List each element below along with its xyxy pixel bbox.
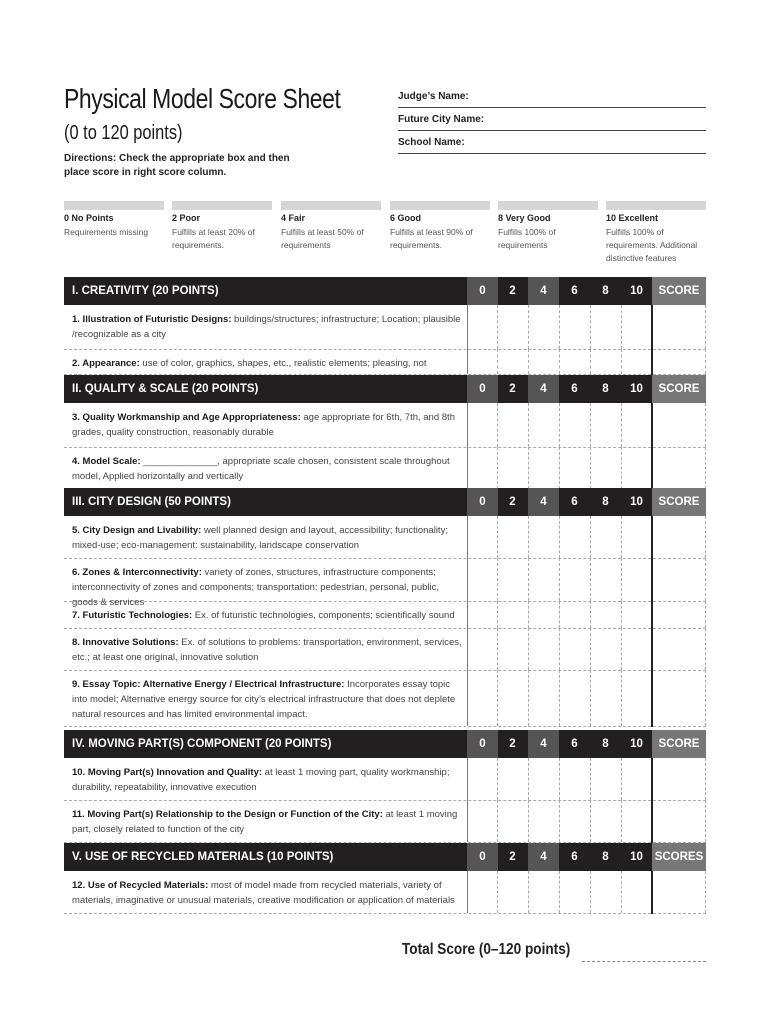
criterion-description: Ex. of solutions to problems: transportation, environment, services, etc.; at least one original, innovative solution <box>72 637 462 663</box>
criterion-text <box>72 878 464 908</box>
criterion-name: 2. Appearance: <box>72 358 140 369</box>
grade-checkbox-cell[interactable] <box>497 871 498 913</box>
section-header <box>64 730 706 758</box>
future-city-name-field[interactable] <box>398 114 706 131</box>
grade-checkbox-cell[interactable] <box>590 758 591 800</box>
grade-checkbox-cell[interactable] <box>467 871 468 913</box>
grade-column-header: 10 <box>630 285 643 297</box>
section-header <box>64 843 706 871</box>
rubric-title: 4 Fair <box>281 213 306 223</box>
total-score-label: Total Score (0–120 points) <box>402 941 571 958</box>
criterion-row <box>64 601 706 629</box>
grade-checkbox-cell[interactable] <box>621 601 622 628</box>
grade-column-header: 10 <box>630 738 643 750</box>
grade-checkbox-cell[interactable] <box>497 349 498 374</box>
grade-checkbox-cell[interactable] <box>497 305 498 349</box>
criterion-text <box>72 765 464 795</box>
grade-checkbox-cell[interactable] <box>590 447 591 489</box>
criterion-row <box>64 305 706 350</box>
grade-checkbox-cell[interactable] <box>559 628 560 670</box>
grade-checkbox-cell[interactable] <box>559 305 560 349</box>
rubric-bar <box>64 201 164 210</box>
score-entry-cell[interactable] <box>705 601 706 628</box>
score-entry-cell[interactable] <box>705 305 706 349</box>
grade-column-header: 2 <box>509 285 516 297</box>
rubric-bar <box>606 201 706 210</box>
grade-checkbox-cell[interactable] <box>621 800 622 842</box>
rubric-title: 8 Very Good <box>498 213 551 223</box>
grade-column-header: 2 <box>509 851 516 863</box>
school-name-label: School Name: <box>398 137 465 148</box>
grade-checkbox-cell[interactable] <box>467 758 468 800</box>
grade-checkbox-cell[interactable] <box>559 558 560 601</box>
grade-column-header: 4 <box>528 277 559 305</box>
grade-checkbox-cell[interactable] <box>590 305 591 349</box>
criterion-description: variety of zones, structures, infrastructure components; interconnectivity of zones and components; transportation: pedestrian, personal, public, goods & services <box>72 567 440 608</box>
criterion-name: 8. Innovative Solutions: <box>72 637 179 648</box>
grade-checkbox-cell[interactable] <box>590 403 591 447</box>
grade-checkbox-cell[interactable] <box>528 447 529 489</box>
grade-checkbox-cell[interactable] <box>528 800 529 842</box>
grade-checkbox-cell[interactable] <box>467 558 468 601</box>
grade-column-header: 8 <box>602 383 609 395</box>
grade-checkbox-cell[interactable] <box>559 601 560 628</box>
criterion-text <box>72 608 464 623</box>
criterion-name: 9. Essay Topic: Alternative Energy / Electrical Infrastructure: <box>72 679 345 690</box>
criterion-row <box>64 558 706 608</box>
grade-checkbox-cell[interactable] <box>621 758 622 800</box>
section-title: II. QUALITY & SCALE (20 POINTS) <box>72 383 259 395</box>
grade-checkbox-cell[interactable] <box>528 516 529 558</box>
grade-checkbox-cell[interactable] <box>528 601 529 628</box>
criterion-description: Ex. of futuristic technologies, components; scientifically sound <box>192 610 455 621</box>
criterion-row <box>64 758 706 801</box>
grade-checkbox-cell[interactable] <box>467 670 468 726</box>
grade-checkbox-cell[interactable] <box>497 403 498 447</box>
criterion-text <box>72 312 464 342</box>
rubric-bar <box>390 201 490 210</box>
grade-checkbox-cell[interactable] <box>497 800 498 842</box>
page-subtitle: (0 to 120 points) <box>64 122 183 144</box>
score-entry-cell[interactable] <box>705 628 706 670</box>
grade-checkbox-cell[interactable] <box>497 601 498 628</box>
criterion-text <box>72 454 464 484</box>
section-title: IV. MOVING PART(S) COMPONENT (20 POINTS) <box>72 738 332 750</box>
section-header <box>64 375 706 403</box>
grade-column-header: 6 <box>571 383 578 395</box>
score-column-header: SCORES <box>652 843 706 871</box>
rubric-bar <box>172 201 272 210</box>
score-entry-cell[interactable] <box>705 403 706 447</box>
score-cell-border <box>651 349 653 375</box>
criterion-row <box>64 628 706 671</box>
grade-checkbox-cell[interactable] <box>559 516 560 558</box>
score-entry-cell[interactable] <box>705 871 706 913</box>
grade-checkbox-cell[interactable] <box>621 558 622 601</box>
grade-checkbox-cell[interactable] <box>559 349 560 374</box>
grade-column-header: 4 <box>528 375 559 403</box>
score-column-header: SCORE <box>652 730 706 758</box>
grade-checkbox-cell[interactable] <box>559 447 560 489</box>
grade-checkbox-cell[interactable] <box>590 628 591 670</box>
rubric-description: Fulfills at least 50% of requirements <box>281 227 364 250</box>
criterion-description: Incorporates essay topic into model; Alternative energy source for city’s electrical infrastructure that does not deplete natural resources and has limited environmental impact. <box>72 679 456 720</box>
grade-checkbox-cell[interactable] <box>528 670 529 726</box>
grade-checkbox-cell[interactable] <box>497 558 498 601</box>
section-header <box>64 277 706 305</box>
criterion-row <box>64 670 706 727</box>
score-column-header: SCORE <box>652 488 706 516</box>
grade-checkbox-cell[interactable] <box>467 516 468 558</box>
grade-checkbox-cell[interactable] <box>590 349 591 374</box>
grade-checkbox-cell[interactable] <box>467 601 468 628</box>
grade-column-header: 10 <box>630 851 643 863</box>
criterion-description: at least 1 moving part, closely related to function of the city <box>72 809 458 835</box>
grade-column-header: 6 <box>571 496 578 508</box>
criterion-description: buildings/structures; infrastructure; Location; plausible /recognizable as a city <box>72 314 461 340</box>
score-cell-border <box>651 403 653 448</box>
criterion-text <box>72 677 464 722</box>
criterion-description: well planned design and layout, accessibility; functionality; mixed-use; eco-management: sustainability, landscape conservation <box>72 525 448 551</box>
grade-checkbox-cell[interactable] <box>621 349 622 374</box>
grade-checkbox-cell[interactable] <box>497 628 498 670</box>
score-cell-border <box>651 305 653 350</box>
total-score-field[interactable] <box>582 961 706 962</box>
criterion-text <box>72 523 464 553</box>
grade-column-header: 4 <box>528 488 559 516</box>
grade-checkbox-cell[interactable] <box>528 871 529 913</box>
rubric-title: 2 Poor <box>172 213 201 223</box>
rubric-description: Fulfills at least 20% of requirements. <box>172 227 255 250</box>
grade-column-header: 0 <box>467 730 498 758</box>
grade-checkbox-cell[interactable] <box>621 670 622 726</box>
grade-checkbox-cell[interactable] <box>590 601 591 628</box>
grade-checkbox-cell[interactable] <box>559 403 560 447</box>
grade-column-header: 0 <box>467 843 498 871</box>
grade-checkbox-cell[interactable] <box>497 447 498 489</box>
criterion-text <box>72 807 464 837</box>
grade-checkbox-cell[interactable] <box>621 447 622 489</box>
grade-checkbox-cell[interactable] <box>467 305 468 349</box>
score-entry-cell[interactable] <box>705 670 706 726</box>
score-entry-cell[interactable] <box>705 558 706 601</box>
score-cell-border <box>651 558 653 602</box>
criterion-description: age appropriate for 6th, 7th, and 8th grades, quality construction, reasonably durable <box>72 412 455 438</box>
score-cell-border <box>651 601 653 629</box>
grade-column-header: 0 <box>467 375 498 403</box>
grade-checkbox-cell[interactable] <box>590 558 591 601</box>
grade-column-header: 8 <box>602 851 609 863</box>
grade-column-header: 6 <box>571 851 578 863</box>
rubric-bar <box>281 201 381 210</box>
judge-name-field[interactable] <box>398 91 706 108</box>
grade-column-header: 2 <box>509 738 516 750</box>
criterion-description: ______________, appropriate scale chosen, consistent scale throughout model, Applied horizontally and vertically <box>72 456 450 482</box>
grade-checkbox-cell[interactable] <box>559 758 560 800</box>
section-title: V. USE OF RECYCLED MATERIALS (10 POINTS) <box>72 851 334 863</box>
grade-checkbox-cell[interactable] <box>528 628 529 670</box>
grade-checkbox-cell[interactable] <box>467 447 468 489</box>
grade-checkbox-cell[interactable] <box>621 403 622 447</box>
grade-checkbox-cell[interactable] <box>528 349 529 374</box>
criterion-description: use of color, graphics, shapes, etc., realistic elements; pleasing, not <box>142 358 427 369</box>
grade-checkbox-cell[interactable] <box>528 305 529 349</box>
rubric-description: Fulfills at least 90% of requirements. <box>390 227 473 250</box>
rubric-title: 6 Good <box>390 213 421 223</box>
grade-checkbox-cell[interactable] <box>497 670 498 726</box>
score-entry-cell[interactable] <box>705 800 706 842</box>
grade-checkbox-cell[interactable] <box>467 800 468 842</box>
score-cell-border <box>651 628 653 671</box>
grade-checkbox-cell[interactable] <box>528 758 529 800</box>
criterion-description: most of model made from recycled materials, variety of materials, imaginative or unusual materials, creative modification or application of materials <box>72 880 455 906</box>
score-cell-border <box>651 516 653 559</box>
grade-column-header: 0 <box>467 488 498 516</box>
grade-checkbox-cell[interactable] <box>621 628 622 670</box>
page-title: Physical Model Score Sheet <box>64 83 341 114</box>
grade-column-header: 6 <box>571 738 578 750</box>
criterion-row <box>64 871 706 914</box>
score-entry-cell[interactable] <box>705 447 706 489</box>
score-entry-cell[interactable] <box>705 758 706 800</box>
grade-column-header: 10 <box>630 496 643 508</box>
rubric-description: Fulfills 100% of requirements. Additional distinctive features <box>606 227 698 263</box>
score-cell-border <box>651 758 653 801</box>
grade-column-header: 4 <box>528 730 559 758</box>
grade-checkbox-cell[interactable] <box>497 758 498 800</box>
criterion-text <box>72 635 464 665</box>
judge-name-label: Judge’s Name: <box>398 91 469 102</box>
rubric-description: Requirements missing <box>64 227 149 237</box>
criterion-name: 5. City Design and Livability: <box>72 525 202 536</box>
grade-checkbox-cell[interactable] <box>590 800 591 842</box>
criterion-name: 11. Moving Part(s) Relationship to the Design or Function of the City: <box>72 809 383 820</box>
grade-checkbox-cell[interactable] <box>559 871 560 913</box>
rubric-bar <box>498 201 598 210</box>
grade-column-header: 4 <box>528 843 559 871</box>
grade-checkbox-cell[interactable] <box>590 871 591 913</box>
grade-checkbox-cell[interactable] <box>559 670 560 726</box>
grade-checkbox-cell[interactable] <box>467 349 468 374</box>
criterion-name: 12. Use of Recycled Materials: <box>72 880 209 891</box>
criterion-name: 10. Moving Part(s) Innovation and Quality: <box>72 767 263 778</box>
grade-checkbox-cell[interactable] <box>497 516 498 558</box>
grade-checkbox-cell[interactable] <box>559 800 560 842</box>
criterion-name: 4. Model Scale: <box>72 456 141 467</box>
grade-checkbox-cell[interactable] <box>528 403 529 447</box>
criterion-name: 1. Illustration of Futuristic Designs: <box>72 314 232 325</box>
grade-column-header: 10 <box>630 383 643 395</box>
criterion-description: at least 1 moving part, quality workmanship; durability, repeatability, innovative execution <box>72 767 450 793</box>
criterion-row <box>64 800 706 843</box>
score-cell-border <box>651 670 653 727</box>
criterion-row <box>64 349 706 375</box>
criterion-text <box>72 410 464 440</box>
directions-text: Directions: Check the appropriate box and then place score in right score column. <box>64 153 290 178</box>
criterion-row <box>64 447 706 490</box>
grade-column-header: 8 <box>602 738 609 750</box>
score-cell-border <box>651 447 653 490</box>
criterion-name: 3. Quality Workmanship and Age Appropriateness: <box>72 412 301 423</box>
grade-checkbox-cell[interactable] <box>467 628 468 670</box>
rubric-title: 0 No Points <box>64 213 114 223</box>
criterion-name: 7. Futuristic Technologies: <box>72 610 193 621</box>
grade-column-header: 8 <box>602 285 609 297</box>
criterion-row <box>64 403 706 448</box>
grade-checkbox-cell[interactable] <box>467 403 468 447</box>
score-entry-cell[interactable] <box>705 516 706 558</box>
grade-column-header: 8 <box>602 496 609 508</box>
grade-checkbox-cell[interactable] <box>528 558 529 601</box>
score-column-header: SCORE <box>652 375 706 403</box>
score-entry-cell[interactable] <box>705 349 706 374</box>
criterion-row <box>64 516 706 559</box>
criterion-name: 6. Zones & Interconnectivity: <box>72 567 202 578</box>
section-title: III. CITY DESIGN (50 POINTS) <box>72 496 231 508</box>
grade-column-header: 2 <box>509 383 516 395</box>
grade-column-header: 6 <box>571 285 578 297</box>
section-title: I. CREATIVITY (20 POINTS) <box>72 285 219 297</box>
score-cell-border <box>651 871 653 914</box>
score-cell-border <box>651 800 653 843</box>
grade-checkbox-cell[interactable] <box>621 871 622 913</box>
grade-checkbox-cell[interactable] <box>621 516 622 558</box>
grade-checkbox-cell[interactable] <box>590 670 591 726</box>
grade-column-header: 2 <box>509 496 516 508</box>
rubric-description: Fulfills 100% of requirements <box>498 227 556 250</box>
grade-checkbox-cell[interactable] <box>621 305 622 349</box>
grade-column-header: 0 <box>467 277 498 305</box>
section-header <box>64 488 706 516</box>
score-column-header: SCORE <box>652 277 706 305</box>
future-city-name-label: Future City Name: <box>398 114 485 125</box>
grade-checkbox-cell[interactable] <box>590 516 591 558</box>
rubric-title: 10 Excellent <box>606 213 659 223</box>
school-name-field[interactable] <box>398 137 706 154</box>
